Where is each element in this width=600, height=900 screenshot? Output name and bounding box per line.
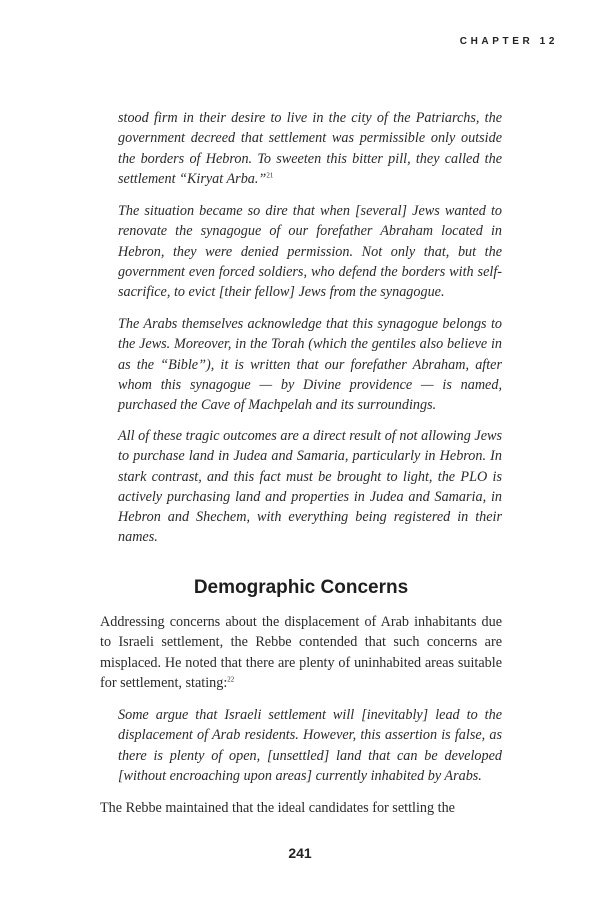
block-quote-1 [118,108,502,189]
page-number: 241 [288,845,312,861]
block-quote-3-text: The Arabs themselves acknowledge that this synagogue belongs to the Jews. Moreover, in the Torah (which the gentiles also believe in as the “Bible”), it is written that our forefather Abraham, after whom this synagogue — by Divine providence — is named, purchased the Cave of Machpelah and its surroundings. [118,316,502,414]
running-head: CHAPTER 12 [459,36,558,47]
body-paragraph-2 [100,798,502,818]
block-quote-1-text: stood firm in their desire to live in the city of the Patriarchs, the government decreed that settlement was permissible only outside the borders of Hebron. To sweeten this bitter pill, they called the settlement “Kiryat Arba.” [118,110,502,187]
body-paragraph-1-text: Addressing concerns about the displacement of Arab inhabitants due to Israeli settlement, the Rebbe contended that such concerns are misplaced. He noted that there are plenty of uninhabited areas suitable for settlement, stating: [100,614,502,691]
footnote-marker-22[interactable]: 22 [227,675,235,684]
block-quote-4 [118,426,502,548]
block-quote-2 [118,201,502,302]
block-quote-5-text: Some argue that Israeli settlement will [inevitably] lead to the displacement of Arab residents. However, this assertion is false, as there is plenty of open, [unsettled] land that can be developed [without encroaching upon areas] currently inhabited by Arabs. [118,707,502,784]
body-paragraph-1 [100,612,502,693]
footnote-marker-21[interactable]: 21 [266,171,274,180]
body-paragraph-2-text: The Rebbe maintained that the ideal candidates for settling the [100,800,455,816]
block-quote-5 [118,705,502,786]
block-quote-3 [118,314,502,415]
block-quote-2-text: The situation became so dire that when [several] Jews wanted to renovate the synagogue of our forefather Abraham located in Hebron, they were denied permission. Not only that, but the government even forced soldiers, who defend the borders with self-sacrifice, to evict [their fellow] Jews from the synagogue. [118,203,502,301]
section-heading: Demographic Concerns [193,577,409,598]
block-quote-4-text: All of these tragic outcomes are a direct result of not allowing Jews to purchase land in Judea and Samaria, particularly in Hebron. In stark contrast, and this fact must be brought to light, the PLO is actively purchasing land and properties in Judea and Samaria, in Hebron and Shechem, with everything being registered in their names. [118,428,502,546]
